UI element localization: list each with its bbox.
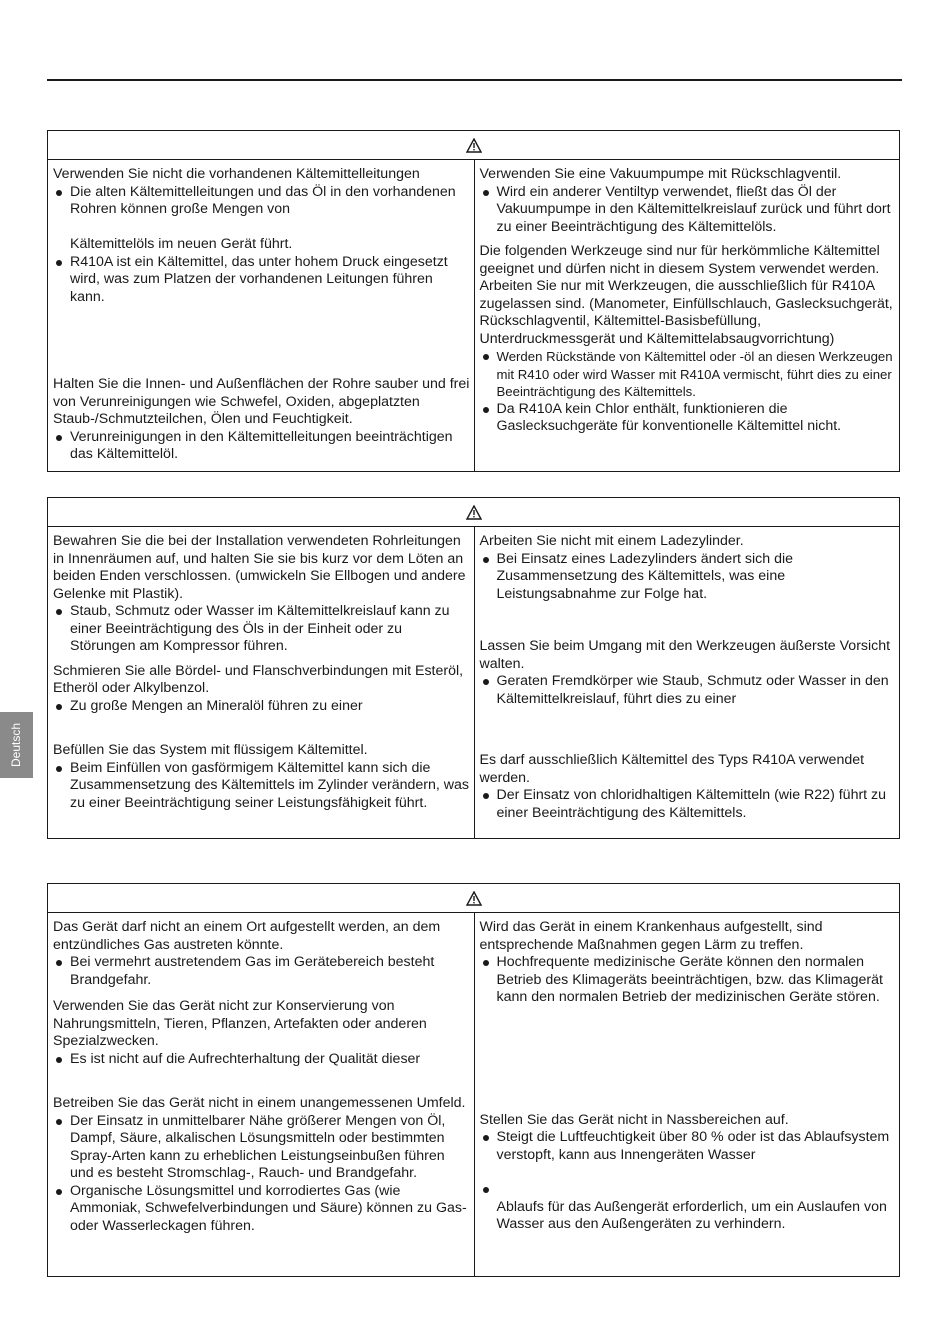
top-rule bbox=[47, 79, 902, 81]
caution-item bbox=[480, 166, 896, 236]
caution-item bbox=[53, 742, 470, 812]
bullet-item bbox=[480, 1181, 896, 1199]
item-heading: Verwenden Sie nicht die vorhandenen Kältemittelleitungen bbox=[53, 166, 420, 182]
left-column bbox=[48, 913, 474, 1276]
box-header bbox=[48, 884, 899, 913]
box-header bbox=[48, 498, 899, 527]
left-column bbox=[48, 527, 474, 838]
caution-item bbox=[480, 638, 896, 708]
language-tab-label: Deutsch bbox=[9, 722, 24, 768]
bullet-item: Die alten Kältemittelleitungen und das Öl in den vorhandenen Rohren können große Mengen von bbox=[53, 184, 470, 219]
item-heading: Befüllen Sie das System mit flüssigem Kältemittel. bbox=[53, 742, 368, 758]
bullet-continuation: Kältemittelöls im neuen Gerät führt. bbox=[70, 236, 293, 252]
right-column bbox=[474, 913, 900, 1276]
box-header bbox=[48, 131, 899, 160]
bullet-item: R410A ist ein Kältemittel, das unter hohem Druck eingesetzt wird, was zum Platzen der vorhandenen Leitungen führen kann. bbox=[53, 254, 470, 307]
caution-item bbox=[53, 1095, 470, 1235]
warning-triangle-icon bbox=[466, 891, 482, 906]
bullet-item: Werden Rückstände von Kältemittel oder -öl an diesen Werkzeugen mit R410 oder wird Wasser mit R410A vermischt, führt dies zu einer Beeinträchtigung des Kältemittels. bbox=[480, 348, 896, 401]
language-side-tab bbox=[0, 712, 33, 778]
caution-item bbox=[480, 243, 896, 436]
bullet-item: Da R410A kein Chlor enthält, funktionieren die Gaslecksuchgeräte für konventionelle Kältemittel nicht. bbox=[480, 401, 896, 436]
item-heading: Wird das Gerät in einem Krankenhaus aufgestellt, sind entsprechende Maßnahmen gegen Lärm zu treffen. bbox=[479, 919, 823, 953]
bullet-item: Zu große Mengen an Mineralöl führen zu einer bbox=[53, 698, 470, 716]
item-heading: Verwenden Sie das Gerät nicht zur Konservierung von Nahrungsmitteln, Tieren, Pflanzen, Artefakten oder anderen Spezialzwecken. bbox=[53, 998, 427, 1049]
bullet-continuation: Ablaufs für das Außengerät erforderlich, um ein Auslaufen von Wasser aus den Außengeräten zu verhindern. bbox=[496, 1198, 887, 1232]
right-column bbox=[474, 160, 900, 471]
item-heading: Schmieren Sie alle Bördel- und Flanschverbindungen mit Esteröl, Etheröl oder Alkylbenzol. bbox=[53, 662, 464, 696]
warning-triangle-icon bbox=[466, 505, 482, 520]
item-heading: Es darf ausschließlich Kältemittel des Typs R410A verwendet werden. bbox=[479, 752, 865, 786]
caution-item bbox=[480, 533, 896, 603]
item-heading: Verwenden Sie eine Vakuumpumpe mit Rückschlagventil. bbox=[479, 166, 842, 182]
item-heading: Stellen Sie das Gerät nicht in Nassbereichen auf. bbox=[479, 1111, 789, 1128]
caution-item bbox=[480, 752, 896, 822]
item-heading: Lassen Sie beim Umgang mit den Werkzeugen äußerste Vorsicht walten. bbox=[479, 638, 891, 672]
caution-box-2 bbox=[47, 497, 900, 839]
caution-item bbox=[480, 1112, 896, 1234]
caution-item bbox=[53, 919, 470, 989]
caution-item bbox=[53, 533, 470, 656]
bullet-item: Steigt die Luftfeuchtigkeit über 80 % oder ist das Ablaufsystem verstopft, kann aus Innengeräten Wasser bbox=[480, 1129, 896, 1164]
item-heading: Das Gerät darf nicht an einem Ort aufgestellt werden, an dem entzündliches Gas austreten könnte. bbox=[53, 919, 441, 953]
bullet-item: Es ist nicht auf die Aufrechterhaltung der Qualität dieser bbox=[53, 1051, 470, 1069]
bullet-item: Geraten Fremdkörper wie Staub, Schmutz oder Wasser in den Kältemittelkreislauf, führt dies zu einer bbox=[480, 673, 896, 708]
bullet-item: Verunreinigungen in den Kältemittelleitungen beeinträchtigen das Kältemittelöl. bbox=[53, 429, 470, 464]
bullet-item: Organische Lösungsmittel und korrodiertes Gas (wie Ammoniak, Schwefelverbindungen und Säure) können zu Gas- oder Wasserleckagen führen. bbox=[53, 1183, 470, 1236]
bullet-item: Bei Einsatz eines Ladezylinders ändert sich die Zusammensetzung des Kältemittels, was eine Leistungsabnahme zur Folge hat. bbox=[480, 551, 896, 604]
item-heading: Arbeiten Sie nicht mit einem Ladezylinder. bbox=[479, 533, 744, 549]
caution-item bbox=[53, 998, 470, 1068]
item-heading: Betreiben Sie das Gerät nicht in einem unangemessenen Umfeld. bbox=[53, 1095, 466, 1111]
item-heading: Die folgenden Werkzeuge sind nur für herkömmliche Kältemittel geeignet und dürfen nicht in diesem System verwendet werden. Arbeiten Sie nur mit Werkzeugen, die ausschließlich für R410A zugelassen sind. (Manometer, Einfüllschlauch, Gaslecksuchgerät, Rückschlagventil, Kältemittel-Basisbefüllung, Unterdruckmessgerät und Kältemittelabsaugvorrichtung) bbox=[479, 243, 893, 347]
warning-triangle-icon bbox=[466, 138, 482, 153]
item-heading: Bewahren Sie die bei der Installation verwendeten Rohrleitungen in Innenräumen auf, und halten Sie sie bis kurz vor dem Löten an beiden Enden verschlossen. (umwickeln Sie Ellbogen und andere Gelenke mit Plastik). bbox=[53, 533, 466, 602]
bullet-item: Wird ein anderer Ventiltyp verwendet, fließt das Öl der Vakuumpumpe in den Kältemittelkreislauf zurück und führt dort zu einer Beeinträchtigung des Kältemittelöls. bbox=[480, 184, 896, 237]
caution-item bbox=[480, 919, 896, 1007]
bullet-item: Der Einsatz von chloridhaltigen Kältemitteln (wie R22) führt zu einer Beeinträchtigung des Kältemittels. bbox=[480, 787, 896, 822]
caution-box-1 bbox=[47, 130, 900, 472]
caution-item bbox=[53, 166, 470, 306]
item-heading: Halten Sie die Innen- und Außenflächen der Rohre sauber und frei von Verunreinigungen wie Schwefel, Oxiden, abgeplatzten Staub-/Schmutzteilchen, Ölen und Feuchtigkeit. bbox=[53, 376, 470, 427]
bullet-item: Der Einsatz in unmittelbarer Nähe größerer Mengen von Öl, Dampf, Säure, alkalischen Lösungsmitteln oder bestimmten Spray-Arten kann zu erheblichen Leistungseinbußen führen und es besteht Stromschlag-, Rauch- und Brandgefahr. bbox=[53, 1113, 470, 1183]
caution-box-3 bbox=[47, 883, 900, 1277]
caution-item bbox=[53, 376, 470, 464]
caution-item bbox=[53, 663, 470, 716]
bullet-item: Bei vermehrt austretendem Gas im Gerätebereich besteht Brandgefahr. bbox=[53, 954, 470, 989]
bullet-item: Staub, Schmutz oder Wasser im Kältemittelkreislauf kann zu einer Beeinträchtigung des Öls in der Einheit oder zu Störungen am Kompressor führen. bbox=[53, 603, 470, 656]
bullet-item: Beim Einfüllen von gasförmigem Kältemittel kann sich die Zusammensetzung des Kältemittels im Zylinder verändern, was zu einer Beeinträchtigung seiner Leistungsfähigkeit führt. bbox=[53, 760, 470, 813]
right-column bbox=[474, 527, 900, 838]
left-column bbox=[48, 160, 474, 471]
bullet-item: Hochfrequente medizinische Geräte können den normalen Betrieb des Klimageräts beeinträchtigen, bzw. das Klimagerät kann den normalen Betrieb der medizinischen Geräte stören. bbox=[480, 954, 896, 1007]
